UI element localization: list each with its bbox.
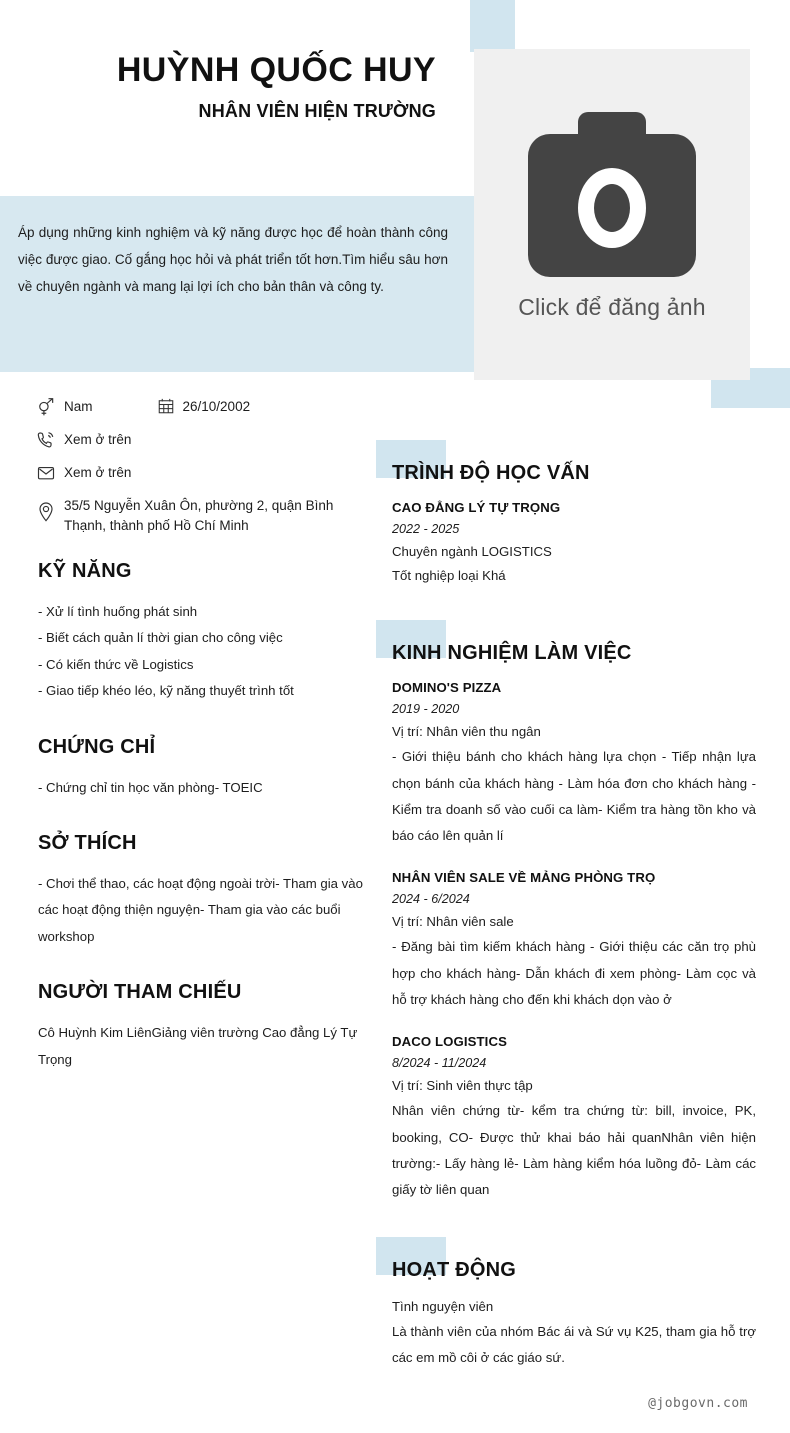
calendar-icon [157,396,183,415]
experience-date: 2024 - 6/2024 [392,892,470,907]
reference-text: Cô Huỳnh Kim LiênGiảng viên trường Cao đẳng Lý Tự Trọng [38,1025,358,1067]
experience-company: NHÂN VIÊN SALE VỀ MẢNG PHÒNG TRỌ [392,869,656,885]
experience-entry [392,868,756,1014]
camera-icon-lens [578,168,646,248]
photo-upload-area[interactable] [474,49,750,380]
experience-date: 2019 - 2020 [392,702,460,717]
hobbies-heading: SỞ THÍCH [38,832,137,855]
decor-block-top-blue [470,0,515,52]
experience-description: Nhân viên chứng từ- kểm tra chứng từ: bill, invoice, PK, booking, CO- Được thử khai báo hải quanNhân viên hiện trường:- Lấy hàng lẻ- Làm hàng kiểm hóa luồng đỏ- Làm các giấy tờ liên quan [392,1103,756,1198]
contact-row-gender-birthday [36,396,366,422]
contact-block [36,396,366,542]
reference-heading: NGƯỜI THAM CHIẾU [38,981,242,1004]
contact-email-value: Xem ở trên [64,465,132,480]
experience-company: DACO LOGISTICS [392,1033,507,1049]
activity-description: Là thành viên của nhóm Bác ái và Sứ vụ K25, tham gia hỗ trợ các em mồ côi ở các giáo sứ. [392,1323,756,1366]
certificates-heading: CHỨNG CHỈ [38,735,156,758]
skill-item: - Biết cách quản lí thời gian cho công việc [38,630,283,646]
skill-item: - Xử lí tình huống phát sinh [38,604,198,619]
photo-upload-caption: Click để đăng ảnh [518,294,706,320]
left-column [38,560,368,1073]
skill-item: - Có kiến thức về Logistics [38,656,194,672]
experience-position: Vị trí: Sinh viên thực tập [392,1078,533,1094]
experience-company: DOMINO'S PIZZA [392,679,502,695]
watermark: @jobgovn.com [648,1396,748,1411]
contact-birthday-value: 26/10/2002 [182,399,251,414]
career-objective-text: Áp dụng những kinh nghiệm và kỹ năng được học để hoàn thành công việc được giao. Cố gắng học hỏi và phát triển tốt hơn.Tìm hiểu sâu hơn về chuyên ngành và mang lại lợi ích cho bản thân và công ty. [18,225,448,294]
experience-description: - Giới thiệu bánh cho khách hàng lựa chọn - Tiếp nhận lựa chọn bánh của khách hàng - Làm hóa đơn cho khách hàng - Kiểm tra doanh số vào cuối ca làm- Kiểm tra hàng tồn kho và báo cáo lên quản lí [392,749,756,844]
contact-row-email [36,462,366,488]
phone-icon [36,429,64,450]
experience-position: Vị trí: Nhân viên sale [392,914,514,930]
experience-date: 8/2024 - 11/2024 [392,1056,487,1071]
contact-address-value: 35/5 Nguyễn Xuân Ôn, phường 2, quận Bình Thạnh, thành phố Hồ Chí Minh [64,498,334,533]
activity-title: Tình nguyện viên [392,1298,494,1314]
education-grade: Tốt nghiệp loại Khá [392,567,506,583]
contact-gender-value: Nam [64,399,93,414]
experience-section [376,620,756,1204]
gender-icon [36,396,64,417]
activities-heading: HOẠT ĐỘNG [392,1258,517,1281]
camera-icon [528,112,696,277]
education-heading: TRÌNH ĐỘ HỌC VẤN [392,462,590,484]
activities-section [376,1237,756,1372]
experience-position: Vị trí: Nhân viên thu ngân [392,724,541,740]
skill-item: - Giao tiếp khéo léo, kỹ năng thuyết trình tốt [38,683,294,699]
skills-heading: KỸ NĂNG [38,560,132,582]
contact-row-address [36,495,366,535]
education-entry [392,498,756,587]
location-pin-icon [36,495,64,523]
activity-entry [392,1295,756,1372]
envelope-icon [36,462,64,483]
hobby-item: - Chơi thể thao, các hoạt động ngoài trời- Tham gia vào các hoạt động thiện nguyện- Tham gia vào các buổi workshop [38,876,363,944]
section-spacer [376,1204,756,1237]
candidate-name: HUỲNH QUỐC HUY [116,51,436,89]
contact-row-phone [36,429,366,455]
experience-heading: KINH NGHIỆM LÀM VIỆC [392,641,632,664]
contact-phone-value: Xem ở trên [64,432,132,447]
experience-entry [392,1032,756,1204]
education-date: 2022 - 2025 [392,522,460,537]
education-section [376,440,756,587]
experience-description: - Đăng bài tìm kiếm khách hàng - Giới thiệu các căn trọ phù hợp cho khách hàng- Dẫn khách đi xem phòng- Làm cọc và hỗ trợ khách hàng cho đến khi khách dọn vào ở [392,939,756,1008]
education-major: Chuyên ngành LOGISTICS [392,544,552,560]
photo-upload-inner [474,49,750,380]
section-spacer [376,587,756,620]
candidate-role: NHÂN VIÊN HIỆN TRƯỜNG [198,101,436,121]
experience-entry [392,678,756,850]
right-column [376,440,756,1372]
certificate-item: - Chứng chỉ tin học văn phòng- TOEIC [38,779,263,795]
education-school: CAO ĐẲNG LÝ TỰ TRỌNG [392,500,561,515]
